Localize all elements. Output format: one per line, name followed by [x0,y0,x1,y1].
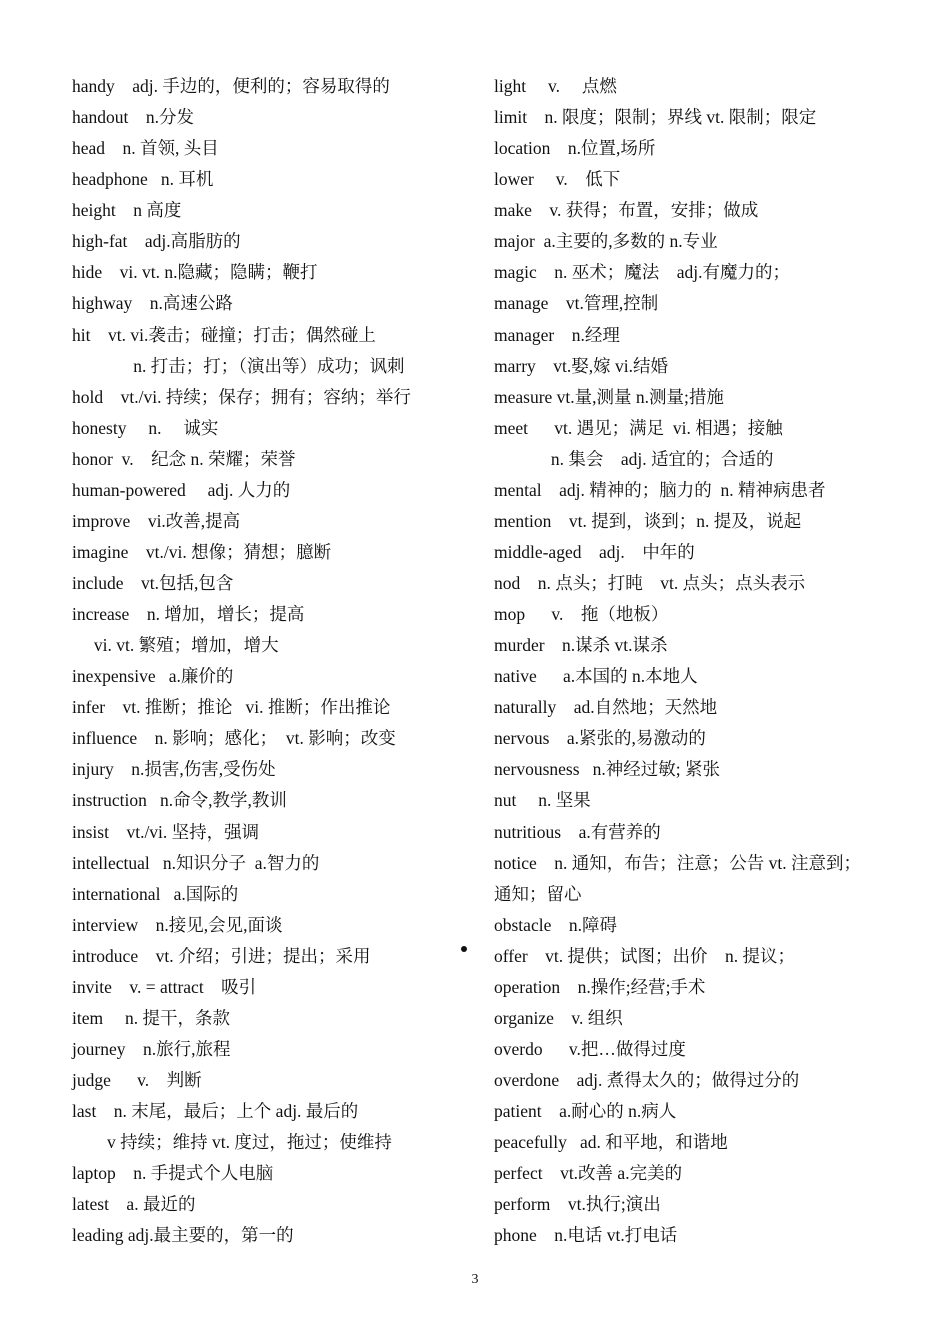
vocab-entry-line: high-fat adj.高脂肪的 [72,231,241,252]
vocab-entry-line: item n. 提干，条款 [72,1007,230,1028]
vocab-entry-line: latest a. 最近的 [72,1194,196,1215]
vocab-entry-line: hold vt./vi. 持续；保存；拥有；容纳；举行 [72,386,411,407]
vocab-entry-line: vi. vt. 繁殖；增加，增大 [72,635,279,656]
vocab-entry-line: murder n.谋杀 vt.谋杀 [494,635,668,656]
vocab-entry-line: instruction n.命令,教学,教训 [72,790,287,811]
vocab-entry-line: nervous a.紧张的,易激动的 [494,728,706,749]
vocab-entry-line: perform vt.执行;演出 [494,1194,661,1215]
vocab-entry-line: manage vt.管理,控制 [494,293,659,314]
vocab-entry-line: interview n.接见,会见,面谈 [72,914,283,935]
vocab-entry-line: increase n. 增加，增长；提高 [72,604,305,625]
vocab-entry-line: operation n.操作;经营;手术 [494,976,706,997]
vocab-entry-line: 通知；留心 [494,883,582,904]
vocab-entry-line: headphone n. 耳机 [72,169,214,190]
vocab-entry-line: major a.主要的,多数的 n.专业 [494,231,718,252]
vocab-entry-line: imagine vt./vi. 想像；猜想；臆断 [72,541,332,562]
vocab-entry-line: naturally ad.自然地；天然地 [494,697,718,718]
vocab-entry-line: leading adj.最主要的，第一的 [72,1225,294,1246]
vocab-entry-line: hide vi. vt. n.隐藏；隐瞒；鞭打 [72,262,318,283]
vocab-entry-line: obstacle n.障碍 [494,914,617,935]
vocab-entry-line: mop v. 拖（地板） [494,604,669,625]
vocab-entry-line: phone n.电话 vt.打电话 [494,1225,678,1246]
vocab-entry-line: injury n.损害,伤害,受伤处 [72,759,276,780]
vocab-entry-line: handout n.分发 [72,107,195,128]
vocab-entry-line: intellectual n.知识分子 a.智力的 [72,852,320,873]
vocab-entry-line: offer vt. 提供；试图；出价 n. 提议； [494,945,796,966]
vocab-entry-line: introduce vt. 介绍；引进；提出；采用 [72,945,371,966]
vocab-entry-line: overdo v.把…做得过度 [494,1038,686,1059]
vocab-entry-line: overdone adj. 煮得太久的；做得过分的 [494,1070,800,1090]
vocab-entry-line: include vt.包括,包含 [72,573,234,593]
vocab-entry-line: honor v. 纪念 n. 荣耀；荣誉 [72,448,296,469]
vocab-entry-line: honesty n. 诚实 [72,417,219,438]
vocab-entry-line: magic n. 巫术；魔法 adj.有魔力的； [494,262,791,283]
vocab-entry-line: patient a.耐心的 n.病人 [494,1101,677,1122]
vocab-entry-line: n. 打击；打；（演出等）成功；讽刺 [72,355,405,376]
vocab-entry-line: insist vt./vi. 坚持，强调 [72,821,260,842]
left-column [72,71,482,1251]
vocab-entry-line: meet vt. 遇见；满足 vi. 相遇；接触 [494,417,783,438]
vocab-entry-line: organize v. 组织 [494,1007,623,1028]
vocab-entry-line: judge v. 判断 [72,1070,202,1090]
vocab-entry-line: height n 高度 [72,200,182,221]
vocab-entry-line: measure vt.量,测量 n.测量;措施 [494,386,724,407]
page-number: 3 [471,1272,479,1287]
vocab-entry-line: improve vi.改善,提高 [72,510,241,531]
right-column [494,71,914,1251]
vocab-entry-line: make v. 获得；布置，安排；做成 [494,200,759,221]
vocab-entry-line: marry vt.娶,嫁 vi.结婚 [494,355,669,376]
vocab-entry-line: mention vt. 提到，谈到；n. 提及，说起 [494,510,802,531]
vocab-entry-line: n. 集会 adj. 适宜的；合适的 [494,448,774,469]
vocab-entry-line: v 持续；维持 vt. 度过，拖过；使维持 [72,1132,392,1153]
vocab-entry-line: hit vt. vi.袭击；碰撞；打击；偶然碰上 [72,324,376,345]
vocab-entry-line: manager n.经理 [494,324,620,345]
vocab-entry-line: peacefully ad. 和平地，和谐地 [494,1132,728,1153]
vocab-entry-line: laptop n. 手提式个人电脑 [72,1163,274,1184]
vocab-entry-line: infer vt. 推断；推论 vi. 推断；作出推论 [72,697,391,718]
vocab-entry-line: last n. 末尾，最后；上个 adj. 最后的 [72,1101,359,1122]
vocab-entry-line: nervousness n.神经过敏; 紧张 [494,759,721,780]
vocab-entry-line: journey n.旅行,旅程 [72,1038,231,1059]
vocab-entry-line: highway n.高速公路 [72,293,233,314]
vocab-entry-line: perfect vt.改善 a.完美的 [494,1163,683,1184]
vocab-entry-line: notice n. 通知，布告；注意；公告 vt. 注意到； [494,852,861,873]
vocab-entry-line: inexpensive a.廉价的 [72,666,234,687]
vocab-entry-line: invite v. = attract 吸引 [72,976,257,997]
vocab-entry-line: middle-aged adj. 中年的 [494,541,695,562]
vocab-entry-line: mental adj. 精神的；脑力的 n. 精神病患者 [494,479,826,500]
vocab-entry-line: influence n. 影响；感化； vt. 影响；改变 [72,728,396,749]
vocab-entry-line: light v. 点燃 [494,76,617,96]
vocab-entry-line: head n. 首领, 头目 [72,138,219,159]
vocab-entry-line: native a.本国的 n.本地人 [494,666,698,687]
vocab-entry-line: international a.国际的 [72,883,239,904]
vocab-entry-line: human-powered adj. 人力的 [72,479,291,500]
vocab-entry-line: nut n. 坚果 [494,790,591,811]
vocab-entry-line: location n.位置,场所 [494,138,656,159]
vocab-entry-line: lower v. 低下 [494,169,621,190]
vocab-entry-line: nod n. 点头；打盹 vt. 点头；点头表示 [494,573,806,593]
vocab-entry-line: handy adj. 手边的，便利的；容易取得的 [72,76,390,96]
vocab-entry-line: nutritious a.有营养的 [494,821,661,842]
vocab-entry-line: limit n. 限度；限制；界线 vt. 限制；限定 [494,107,817,128]
bullet-mark [461,946,467,952]
